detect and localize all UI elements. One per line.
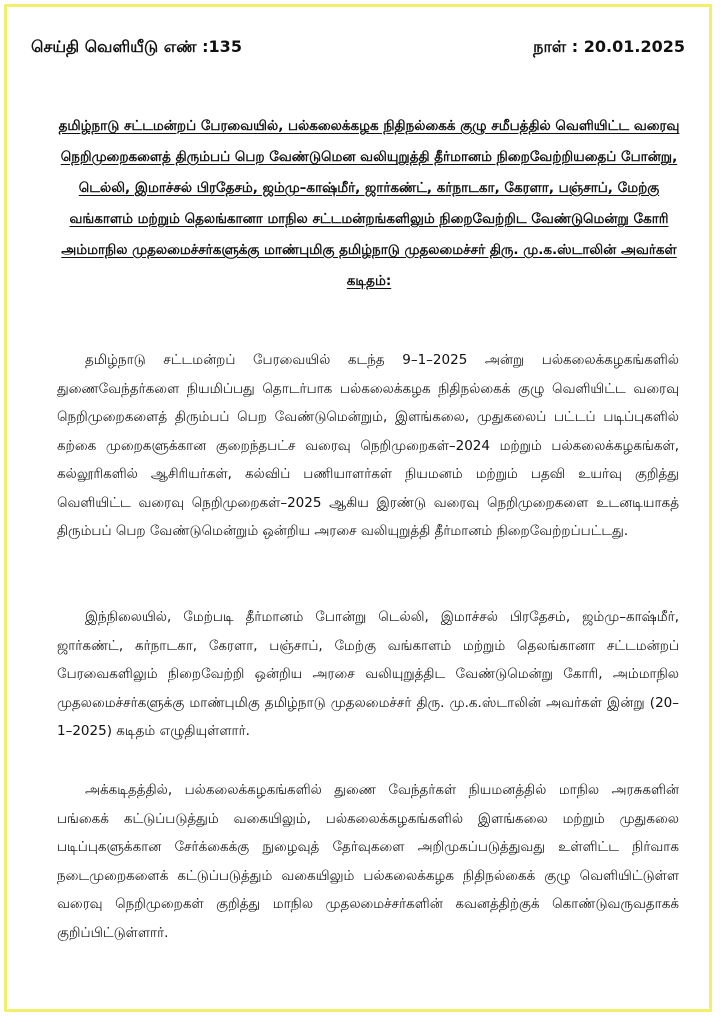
release-number: செய்தி வெளியீடு எண் :135 (31, 37, 242, 56)
press-release-page (4, 4, 712, 1012)
paragraph-3: அக்கடிதத்தில், பல்கலைக்கழகங்களில் துணை வேந்தர்கள் நியமனத்தில் மாநில அரசுகளின் பங்கைக் கட்டுப்படுத்தும் வகையிலும், பல்கலைக்கழகங்களில் இளங்கலை மற்றும் முதுகலை படிப்புகளுக்கான சேர்க்கைக்கு நுழைவுத் தேர்வுகளை அறிமுகப்படுத்துவது உள்ளிட்ட நிர்வாக நடைமுறைகளைக் கட்டுப்படுத்தும் வகையிலும் பல்கலைக்கழக நிதிநல்கைக் குழு வெளியிட்டுள்ள வரைவு நெறிமுறைகள் குறித்து மாநில முதலமைச்சர்களின் கவனத்திற்குக் கொண்டுவருவதாகக் குறிப்பிட்டுள்ளார். (57, 782, 679, 941)
release-date: நாள் : 20.01.2025 (533, 37, 685, 56)
header (31, 37, 685, 57)
title-text: தமிழ்நாடு சட்டமன்றப் பேரவையில், பல்கலைக்கழக நிதிநல்கைக் குழு சமீபத்தில் வெளியிட்ட வரைவு நெறிமுறைகளைத் திரும்பப் பெற வேண்டுமென வலியுறுத்தி தீர்மானம் நிறைவேற்றியதைப் போன்று, டெல்லி, இமாச்சல் பிரதேசம், ஜம்மு–காஷ்மீர், ஜார்கண்ட், கர்நாடகா, கேரளா, பஞ்சாப், மேற்கு வங்காளம் மற்றும் தெலங்கானா மாநில சட்டமன்றங்களிலும் நிறைவேற்றிட வேண்டுமென்று கோரி அம்மாநில முதலமைச்சர்களுக்கு மாண்புமிகு தமிழ்நாடு முதலமைச்சர் திரு. மு.க.ஸ்டாலின் அவர்கள் கடிதம்: (58, 118, 680, 289)
paragraph-1: தமிழ்நாடு சட்டமன்றப் பேரவையில் கடந்த 9–1–2025 அன்று பல்கலைக்கழகங்களில் துணைவேந்தர்களை நியமிப்பது தொடர்பாக பல்கலைக்கழக நிதிநல்கைக் குழு வெளியிட்ட வரைவு நெறிமுறைகளைத் திரும்பப் பெற வேண்டுமென்றும், இளங்கலை, முதுகலைப் பட்டப் படிப்புகளில் கற்கை முறைகளுக்கான குறைந்தபட்ச வரைவு நெறிமுறைகள்–2024 மற்றும் பல்கலைக்கழகங்கள், கல்லூரிகளில் ஆசிரியர்கள், கல்விப் பணியாளர்கள் நியமனம் மற்றும் பதவி உயர்வு குறித்து வெளியிட்ட வரைவு நெறிமுறைகள்–2025 ஆகிய இரண்டு வரைவு நெறிமுறைகளை உடனடியாகத் திரும்பப் பெற வேண்டுமென்றும் ஒன்றிய அரசை வலியுறுத்தி தீர்மானம் நிறைவேற்றப்பட்டது. (57, 352, 679, 539)
page-title (55, 111, 683, 297)
paragraph-2: இந்நிலையில், மேற்படி தீர்மானம் போன்று டெல்லி, இமாச்சல் பிரதேசம், ஜம்மு–காஷ்மீர், ஜார்கண்ட், கர்நாடகா, கேரளா, பஞ்சாப், மேற்கு வங்காளம் மற்றும் தெலங்கானா சட்டமன்றப் பேரவைகளிலும் நிறைவேற்றி ஒன்றிய அரசை வலியுறுத்திட வேண்டுமென்று கோரி, அம்மாநில முதலமைச்சர்களுக்கு மாண்புமிகு தமிழ்நாடு முதலமைச்சர் திரு. மு.க.ஸ்டாலின் அவர்கள் இன்று (20–1–2025) கடிதம் எழுதியுள்ளார். (57, 609, 679, 739)
